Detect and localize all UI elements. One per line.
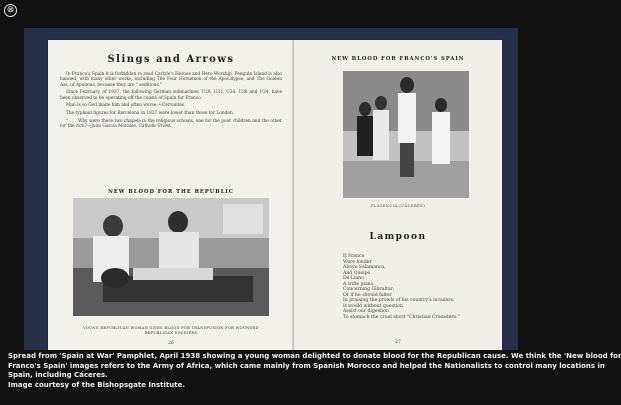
poem-line: Above Salamanca, — [343, 265, 386, 270]
section-heading-left: NEW BLOOD FOR THE REPUBLIC — [108, 189, 234, 195]
photo-caption-right: PLASENCIA (CÁCERES) — [370, 204, 426, 208]
section-heading-right: NEW BLOOD FOR FRANCO'S SPAIN — [331, 56, 465, 62]
image-caption — [8, 352, 621, 390]
close-icon[interactable]: ⊗ — [4, 4, 17, 17]
page-title-left: Slings and Arrows — [107, 54, 235, 65]
right-page — [294, 40, 502, 350]
paragraph: In Franco's Spain it is forbidden to read Carlyle's Heroes and Hero Worship. Penguin Island is also banned, with many other works, including The Four Horsemen of the Apocalypse, and The Golden Ass, of Apuleius, because they are " seditious." — [60, 72, 282, 88]
poem-line: Or if he should falter — [343, 292, 392, 298]
paragraph: Since February, of 1937, the following German submarines, U29, U31, U34, U36 and U34, have been observed to be operating off the coasts of Spain for Franco. — [60, 90, 282, 101]
paragraph: " . . . Why were there two chapels in the religious schools, one for the poor children and the other for the rich?—Juan Garcia Morales, Catholic Priest. — [60, 118, 282, 129]
left-page-body — [60, 72, 282, 132]
page-title-right: Lampoon — [369, 232, 427, 242]
paragraph: Man is so God made him and often worse.—Cervantes. — [66, 103, 186, 109]
caption-line: Franco's Spain' images refers to the Army of Africa, which came mainly from Spanish Morocco and helped the Nationalists to control many locations in — [8, 361, 605, 370]
group-photo-illustration — [343, 71, 469, 198]
poem-line: De Llano — [343, 276, 364, 281]
paragraph: The typhoid figures for Barcelona in 1937 were lower than those for London. — [66, 111, 235, 116]
left-page — [48, 40, 294, 350]
poem-line: Assist our digestion — [343, 309, 390, 314]
caption-line: Spread from 'Spain at War' Pamphlet, April 1938 showing a young woman delighted to donate blood for the Republican cause. We think the 'New blood for — [8, 352, 621, 360]
page-number-right: 27 — [395, 340, 401, 345]
poem-line: And Queipo — [343, 270, 371, 276]
caption-line: Image courtesy of the Bishopsgate Institute. — [8, 380, 185, 389]
poem-line: In praising the prowls of his country's invaders, — [343, 298, 455, 303]
blood-donation-photo — [73, 198, 269, 316]
poem-line: Concerning Gibraltar; — [343, 287, 395, 292]
caption-line: Spain, including Cáceres. — [8, 371, 108, 380]
poem-line: A trifle piano — [343, 281, 374, 287]
poem-line: If Franco — [343, 254, 365, 259]
photo-caption-left: YOUNG REPUBLICAN WOMAN GIVES BLOOD FOR TRANSFUSION FOR WOUNDED REPUBLICAN SOLDIERS — [83, 326, 259, 335]
image-viewer-stage — [24, 28, 518, 350]
lampoon-poem — [343, 254, 493, 320]
poem-line: It would without question — [343, 303, 403, 309]
page-number-left: 26 — [168, 341, 174, 346]
poem-line: To stomach the cruel short "Christian Crusaders." — [343, 314, 460, 320]
poem-line: Were fonder — [343, 259, 372, 265]
group-photo — [343, 71, 469, 198]
blood-donation-illustration — [73, 198, 269, 316]
